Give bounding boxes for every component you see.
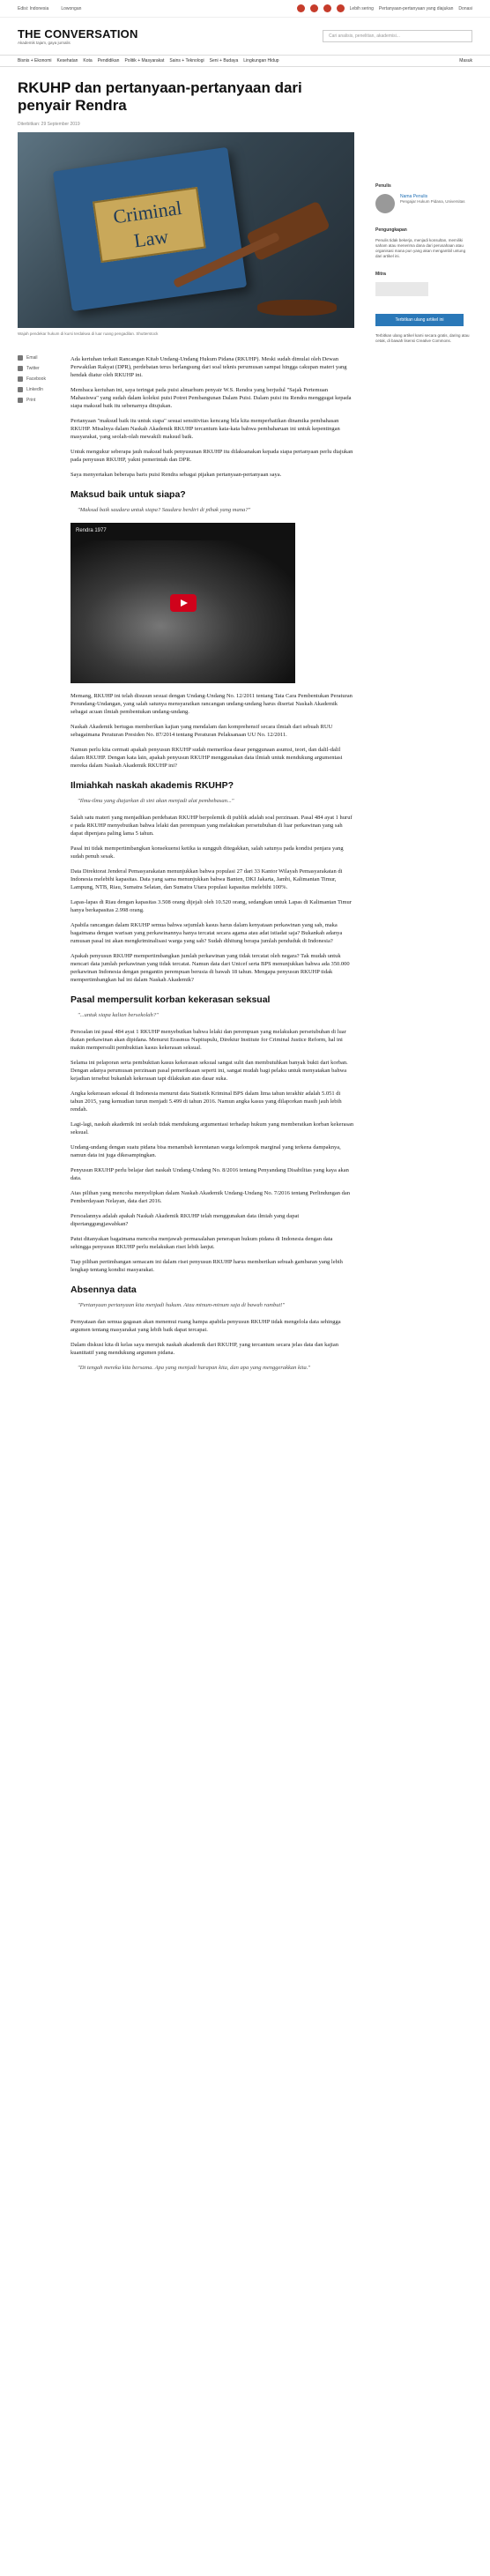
paragraph: Membaca keriuhan ini, saya teringat pada puisi almarhum penyair W.S. Rendra yang berjudul "Sajak Pertemuan Mahasiswa" yang sudah dalam koleksi puisi Potret Pembangunan Dalam Puisi. Dalam puisi itu Rendra menggugat kepada siapa maksud baik itu sebenarnya ditujukan.	[71, 387, 352, 409]
masthead	[0, 18, 490, 55]
paragraph: Namun perlu kita cermati apakah penyusun RKUHP sudah memeriksa dasar penggunaan asumsi, teori, dan dalil-dalil dalam RKUHP. Dengan kata lain, apakah penyusun RKUHP menggunakan data ilmiah untuk mendukung argumentasi mereka dalam Naskah Akademik RKUHP ini?	[71, 747, 343, 769]
paragraph: Persoalannya adalah apakah Naskah Akademik RKUHP telah menggunakan data ilmiah yang dapat dipertanggungjawabkan?	[71, 1213, 300, 1227]
paragraph: Pertanyaan "maksud baik itu untuk siapa" sesuai sensitivitas kencang bila kita memperhatikan dinamika pembahasan RKUHP. Misalnya dalam Naskah Akademik RKUHP tercantum kata-kata bahwa pembaharuan ini untuk kepentingan masyarakat, yang seolah-olah mewakili maksud baik.	[71, 418, 340, 440]
nav-item[interactable]: Politik + Masyarakat	[124, 58, 165, 63]
nav-item[interactable]: Sains + Teknologi	[169, 58, 204, 63]
paragraph: Patut ditanyakan bagaimana mencoba menjawab permasalahan penerapan hukum pidana di Indonesia dengan data sehingga penyusun RKUHP perlu melakukan riset lebih lanjut.	[71, 1236, 333, 1250]
instagram-icon[interactable]	[323, 4, 331, 12]
paragraph: Persoalan ini pasal 484 ayat 1 RKUHP menyebutkan bahwa lelaki dan perempuan yang melakukan persetubuhan di luar ikatan perkawinan akan dipidana. Menurut Erasmus Napitupulu, Direktur Institute for Criminal Justice Reform, hal ini makin mempersulit pembuktian kasus kekerasan seksual.	[71, 1029, 346, 1051]
republish-button[interactable]: Terbitkan ulang artikel ini	[375, 314, 464, 326]
site-tagline: Akademik tajam, gaya jurnalis	[18, 41, 71, 45]
paragraph: Memang, RKUHP ini telah disusun sesuai dengan Undang-Undang No. 12/2011 tentang Tata Cara Pembentukan Peraturan Perundang-Undangan, yang salah satunya mensyaratkan rancangan undang-undang harus disertai Naskah Akademik sebagai acuan ilmiah pembentukan undang-undang.	[71, 693, 353, 715]
paragraph: Penyusun RKUHP perlu belajar dari naskah Undang-Undang No. 8/2016 tentang Penyandang Disabilitas yang kaya akan data.	[71, 1167, 349, 1181]
edition-label[interactable]: Edisi: Indonesia	[18, 5, 49, 11]
video-thumbnail	[71, 540, 295, 683]
section-heading: Pasal mempersulit korban kekerasan seksual	[71, 994, 271, 1005]
paragraph: Lagi-lagi, naskah akademik ini seolah tidak mendukung argumentasi terhadap hukum yang memberatkan korban kekerasan seksual.	[71, 1121, 354, 1135]
nav-item[interactable]: Kota	[83, 58, 93, 63]
linkedin-icon	[18, 387, 23, 392]
pull-quote: "Pertanyaan pertanyaan kita menjadi hukum. Atau minum-minum saja di bawah rambut!"	[78, 1302, 286, 1308]
share-facebook[interactable]: Facebook	[18, 376, 71, 382]
login-link[interactable]: Masuk	[459, 58, 472, 63]
print-icon	[18, 398, 23, 403]
paragraph: Atas pilihan yang mencoba menyelipkan dalam Naskah Akademik Undang-Undang No. 7/2016 tentang Perlindungan dan Pemberdayaan Nelayan, data dari 2016.	[71, 1190, 350, 1204]
share-twitter[interactable]: Twitter	[18, 366, 71, 371]
share-linkedin[interactable]: LinkedIn	[18, 387, 71, 392]
nav-item[interactable]: Lingkungan Hidup	[243, 58, 279, 63]
paragraph: Untuk mengukur seberapa jauh maksud baik penyusunan RKUHP itu dilaksanakan kepada siapa pertanyaan perlu diajukan pada penyusun RKUHP, yakni pemerintah dan DPR.	[71, 449, 353, 463]
pull-quote: "Maksud baik saudara untuk siapa? Saudara berdiri di pihak yang mana?"	[78, 507, 251, 513]
top-link[interactable]: Pertanyaan-pertanyaan yang diajukan	[378, 5, 454, 11]
share-panel	[18, 355, 71, 1381]
email-icon	[18, 355, 23, 361]
share-email[interactable]: Email	[18, 355, 71, 361]
sidebar	[375, 67, 472, 1381]
rss-icon[interactable]	[337, 4, 345, 12]
author-card[interactable]	[375, 194, 472, 213]
section-heading: Ilmiahkah naskah akademis RKUHP?	[71, 780, 234, 791]
main-nav	[0, 55, 490, 67]
partner-logo[interactable]	[375, 282, 428, 296]
nav-item[interactable]: Seni + Budaya	[209, 58, 239, 63]
video-title: Rendra 1977	[76, 528, 107, 533]
gavel-icon	[246, 201, 330, 262]
paragraph: Apabila rancangan dalam RKUHP semua bahwa sejumlah kasus harus dalam kenyataan perkawinan yang sah, maka bagaimana dengan warisan yang perkawinannya hanya tercatat secara agama atau adat istiadat saja? Bukankah adanya rumusan pasal ini akan mengkriminalisasi warga yang sah? Sudah dihitung berapa jumlah penduduk di Indonesia?	[71, 922, 343, 944]
paragraph: Data Direktorat Jenderal Pemasyarakatan menunjukkan bahwa populasi 27 dari 33 Kantor Wilayah Pemasyarakatan di Indonesia melebihi kapasitas. Data yang sama menunjukkan bahwa Banten, DKI Jakarta, Jambi, Kalimantan Timur, Lampung, NTB, Riau, Sumatra Selatan, dan Sumatra Utara populasi kapasitas melebihi 100%.	[71, 868, 343, 890]
video-player[interactable]	[71, 523, 295, 683]
share-print[interactable]: Print	[18, 398, 71, 403]
partners-label: Mitra	[375, 272, 386, 277]
nav-item[interactable]: Bisnis + Ekonomi	[18, 58, 52, 63]
avatar	[375, 194, 395, 213]
paragraph: Lapas-lapas di Riau dengan kapasitas 3.508 orang dijejali oleh 10.520 orang, sedangkan untuk Lapas di Kalimantan Timur hanya berkapasitas 2.998 orang.	[71, 899, 352, 913]
twitter-icon	[18, 366, 23, 371]
paragraph: Ada keriuhan terkait Rancangan Kitab Undang-Undang Hukum Pidana (RKUHP). Meski sudah dimulai oleh Dewan Perwakilan Rakyat (DPR), perdebatan terus berlangsung dari soal teknis perumusan sampai hingga cakupan materi yang hendak diatur oleh RKUHP ini.	[71, 356, 347, 378]
top-link[interactable]: Lebih sering	[349, 5, 374, 11]
author-label: Penulis	[375, 183, 391, 189]
article-date: Diterbitkan: 29 September 2019	[18, 122, 80, 127]
paragraph: Naskah Akademik bertugas memberikan kajian yang mendalam dan komprehensif secara ilmiah dari sebuah RUU sebagaimana Peraturan Presiden No. 87/2014 tentang Peraturan Pelaksanaan UU No. 12/2011.	[71, 724, 333, 738]
law-book-image	[53, 147, 247, 311]
paragraph: Dalam diskusi kita di kelas saya merujuk naskah akademik dari RKUHP, yang tercantum secara jelas data dan kajian kuantitatif yang mendukung argumen pidana.	[71, 1342, 338, 1356]
facebook-icon	[18, 376, 23, 382]
pull-quote: "Di tengah mereka kita bersama. Apa yang menjadi harapan kita, dan apa yang menggerakkan kita."	[78, 1365, 311, 1371]
paragraph: Undang-undang dengan suatu pidana bisa menambah kerentanan warga kelompok marginal yang terkena dampaknya, namun data ini juga dikesampingkan.	[71, 1144, 341, 1158]
author-role: Pengajar Hukum Pidana, Universitas	[400, 199, 465, 204]
twitter-icon[interactable]	[310, 4, 318, 12]
nav-item[interactable]: Kesehatan	[56, 58, 78, 63]
top-bar	[0, 0, 490, 18]
section-heading: Maksud baik untuk siapa?	[71, 489, 186, 500]
search-input[interactable]: Cari analisis, penelitian, akademisi...	[323, 30, 472, 42]
republish-text: Terbitkan ulang artikel kami secara gratis, daring atau cetak, di bawah lisensi Creative Commons.	[375, 333, 470, 343]
book-label: Criminal Law	[93, 187, 206, 263]
jobs-link[interactable]: Lowongan	[61, 5, 82, 11]
paragraph: Pernyataan dan semua gagasan akan menemui ruang hampa apabila penyusun RKUHP tidak mengelola data sehingga argumen tentang masyarakat yang lebih baik dapat tercapai.	[71, 1319, 341, 1333]
pull-quote: "...untuk siapa kalian bersekolah?"	[78, 1012, 159, 1018]
author-name[interactable]: Nama Penulis	[400, 194, 428, 199]
paragraph: Pasal ini tidak mempertimbangkan konsekuensi ketika ia sungguh ditegakkan, salah satunya pada kondisi penjara yang sudah penuh sesak.	[71, 845, 344, 860]
disclosure-text: Penulis tidak bekerja, menjadi konsultan, memiliki saham atau menerima dana dari perusahaan atau organisasi mana pun yang akan mengambil untung dari artikel ini.	[375, 238, 466, 258]
paragraph: Tiap pilihan pertimbangan semacam ini dalam riset penyusun RKUHP harus memberikan sebuah gambaran yang lebih lengkap tentang kondisi masyarakat.	[71, 1259, 343, 1273]
paragraph: Saya menyertakan beberapa baris puisi Rendra sebagai pijakan pertanyaan-pertanyaan saya.	[71, 472, 282, 478]
image-caption: Wajah pendekar hukum di kursi terdakwa di luar ruang pengadilan. Shutterstock	[18, 331, 159, 336]
paragraph: Angka kekerasan seksual di Indonesia menurut data Statistik Kriminal BPS dalam lima tahun terakhir adalah 5.051 di tahun 2015, yang kemudian turun menjadi 5.499 di tahun 2016. Namun angka kasus yang dilaporkan masih jauh lebih rendah.	[71, 1091, 342, 1113]
site-logo[interactable]: THE CONVERSATION Akademik tajam, gaya jurnalis	[18, 27, 138, 45]
section-heading: Absennya data	[71, 1284, 137, 1295]
gavel-base	[257, 300, 337, 316]
hero-image	[18, 132, 354, 328]
article-body	[71, 355, 354, 1381]
nav-item[interactable]: Pendidikan	[97, 58, 120, 63]
disclosure-label: Pengungkapan	[375, 227, 407, 233]
paragraph: Apakah penyusun RKUHP mempertimbangkan jumlah perkawinan yang tidak tercatat oleh negara? Tak mudah untuk mencari data jumlah perkawinan yang tidak tercatat. Namun data dari Unicef serta BPS menunjukkan bahwa ada 350.000 perkawinan Indonesia dengan pengantin perempuan berusia di bawah 18 tahun. Mengapa penyusun RKUHP tidak mempertimbangkan hal ini dalam Naskah Akademik?	[71, 953, 350, 983]
article-column	[18, 67, 354, 1381]
paragraph: Selama ini pelaporan serta pembuktian kasus kekerasan seksual sangat sulit dan membutuhkan banyak bukti dari korban. Dengan adanya perumusan perzinaan pasal pemeriksaan seperti ini, sangat mudah bagi pelaku untuk menyatakan bahwa kejadian tersebut bukanlah kekerasan tapi dilakukan atas dasar suka.	[71, 1060, 348, 1082]
facebook-icon[interactable]	[297, 4, 305, 12]
pull-quote: "Ilmu-ilmu yang diajarkan di sini akan menjadi alat pembebasan..."	[78, 798, 234, 804]
article-title: RKUHP dan pertanyaan-pertanyaan dari penyair Rendra	[18, 79, 302, 114]
play-icon[interactable]	[170, 594, 197, 612]
top-link[interactable]: Donasi	[458, 5, 472, 11]
paragraph: Salah satu materi yang menjadikan perdebatan RKUHP berpolemik di publik adalah soal perzinaan. Pasal 484 ayat 1 huruf e pada RKUHP menyebutkan bahwa lelaki dan perempuan yang melakukan persetubuhan di luar perkawinan yang sah dapat dipenjara paling lama 5 tahun.	[71, 815, 353, 837]
